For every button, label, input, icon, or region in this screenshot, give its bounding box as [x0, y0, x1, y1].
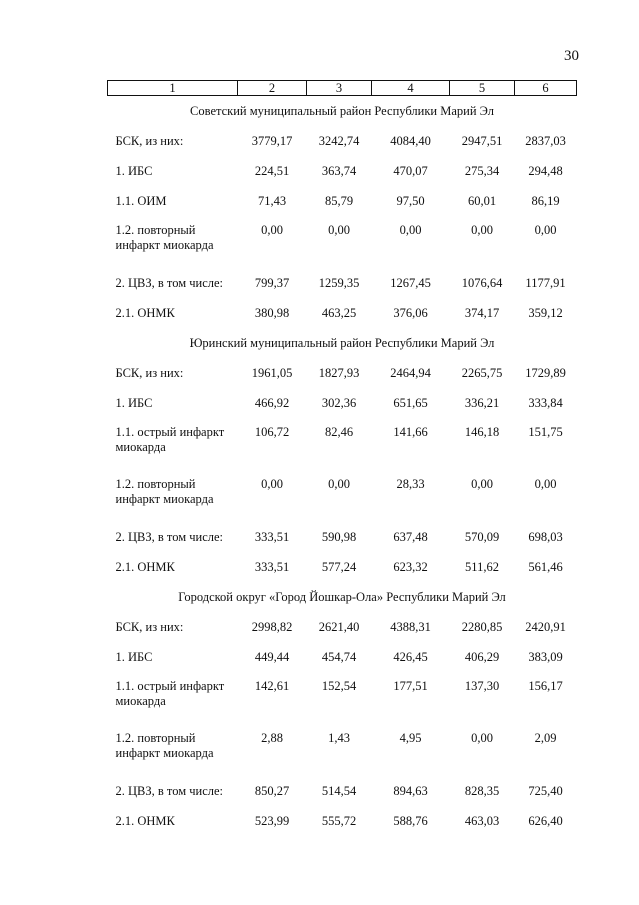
value-cell: 156,17 [528, 679, 563, 693]
value-cell: 376,06 [393, 305, 428, 320]
value-cell: 333,51 [254, 529, 290, 544]
value-cell: 2947,51 [461, 133, 503, 148]
table-row [108, 216, 577, 268]
value-cell: 71,43 [257, 193, 287, 208]
value-cell: 2998,82 [251, 619, 293, 634]
row-label: 1.2. повторный инфаркт миокарда [115, 223, 214, 252]
row-label: 2.1. ОНМК [115, 813, 175, 828]
value-cell: 0,00 [399, 223, 422, 237]
value-cell: 463,03 [464, 813, 500, 828]
value-cell: 570,09 [464, 529, 500, 544]
value-cell: 0,00 [471, 477, 493, 491]
value-cell: 85,79 [324, 193, 354, 208]
value-cell: 426,45 [393, 649, 428, 664]
value-cell: 2464,94 [390, 365, 431, 380]
table-header [108, 81, 577, 96]
column-header: 3 [307, 81, 372, 96]
value-cell: 224,51 [254, 163, 290, 178]
row-label: 1. ИБС [115, 163, 153, 178]
table-row [108, 776, 577, 806]
value-cell: 466,92 [254, 395, 290, 410]
value-cell: 4388,31 [390, 619, 431, 634]
table-row [108, 358, 577, 388]
row-label: 1.1. ОИМ [115, 193, 167, 208]
value-cell: 28,33 [396, 477, 425, 491]
page-number: 30 [564, 48, 579, 64]
table-row [108, 126, 577, 156]
value-cell: 637,48 [393, 529, 428, 544]
value-cell: 1961,05 [251, 365, 293, 380]
row-label: БСК, из них: [115, 619, 184, 634]
value-cell: 60,01 [467, 193, 497, 208]
value-cell: 588,76 [393, 813, 428, 828]
value-cell: 1259,35 [318, 275, 360, 290]
row-label: 1.1. острый инфаркт миокарда [115, 425, 225, 454]
value-cell: 86,19 [531, 193, 560, 208]
table-row [108, 298, 577, 328]
table-row [108, 388, 577, 418]
value-cell: 294,48 [528, 163, 563, 178]
value-cell: 799,37 [254, 275, 290, 290]
value-cell: 449,44 [254, 649, 290, 664]
value-cell: 0,00 [261, 477, 283, 491]
table-row [108, 612, 577, 642]
value-cell: 850,27 [254, 783, 290, 798]
value-cell: 725,40 [528, 783, 563, 798]
value-cell: 2280,85 [461, 619, 503, 634]
table-row [108, 186, 577, 216]
value-cell: 577,24 [321, 559, 357, 574]
value-cell: 463,25 [321, 305, 357, 320]
table-row [108, 522, 577, 552]
row-label: БСК, из них: [115, 365, 184, 380]
value-cell: 626,40 [528, 813, 563, 828]
table-row [108, 642, 577, 672]
statistics-table [107, 80, 577, 836]
row-label: 2. ЦВЗ, в том числе: [115, 529, 224, 544]
value-cell: 97,50 [396, 193, 425, 208]
value-cell: 3242,74 [318, 133, 360, 148]
value-cell: 380,98 [254, 305, 290, 320]
value-cell: 561,46 [528, 559, 563, 574]
section-title-row [108, 328, 577, 358]
row-label: 1.2. повторный инфаркт миокарда [115, 477, 214, 506]
value-cell: 651,65 [393, 395, 428, 410]
table-row [108, 806, 577, 836]
row-label: 1.2. повторный инфаркт миокарда [115, 731, 214, 760]
value-cell: 374,17 [464, 305, 500, 320]
value-cell: 406,29 [464, 649, 500, 664]
row-label: 2.1. ОНМК [115, 559, 175, 574]
value-cell: 275,34 [464, 163, 500, 178]
value-cell: 146,18 [464, 425, 500, 439]
value-cell: 454,74 [321, 649, 357, 664]
value-cell: 82,46 [324, 425, 354, 439]
value-cell: 152,54 [321, 679, 357, 693]
value-cell: 3779,17 [251, 133, 293, 148]
table-row [108, 672, 577, 724]
value-cell: 1827,93 [318, 365, 360, 380]
table-body [108, 96, 577, 837]
value-cell: 2420,91 [525, 619, 566, 634]
value-cell: 828,35 [464, 783, 500, 798]
table-row [108, 268, 577, 298]
row-label: 2.1. ОНМК [115, 305, 175, 320]
column-header: 5 [450, 81, 515, 96]
value-cell: 1076,64 [461, 275, 503, 290]
value-cell: 511,62 [465, 559, 499, 574]
row-label: 2. ЦВЗ, в том числе: [115, 783, 224, 798]
value-cell: 555,72 [321, 813, 357, 828]
row-label: 1. ИБС [115, 649, 153, 664]
value-cell: 106,72 [254, 425, 290, 439]
table-row [108, 418, 577, 470]
section-title-row [108, 582, 577, 612]
value-cell: 383,09 [528, 649, 563, 664]
value-cell: 0,00 [471, 731, 493, 745]
row-label: БСК, из них: [115, 133, 184, 148]
section-title: Советский муниципальный район Республики Марий Эл [190, 104, 494, 118]
value-cell: 1,43 [328, 731, 350, 745]
column-header: 4 [372, 81, 450, 96]
table-row [108, 552, 577, 582]
value-cell: 514,54 [321, 783, 357, 798]
value-cell: 142,61 [254, 679, 290, 693]
value-cell: 0,00 [261, 223, 283, 237]
table-row [108, 724, 577, 776]
value-cell: 2265,75 [461, 365, 503, 380]
value-cell: 2837,03 [525, 133, 566, 148]
value-cell: 177,51 [393, 679, 428, 693]
value-cell: 0,00 [534, 477, 557, 491]
value-cell: 336,21 [464, 395, 500, 410]
table-row [108, 156, 577, 186]
column-header: 6 [515, 81, 577, 96]
value-cell: 1729,89 [525, 365, 566, 380]
value-cell: 4,95 [399, 731, 422, 745]
value-cell: 1177,91 [525, 275, 566, 290]
value-cell: 4084,40 [390, 133, 431, 148]
value-cell: 470,07 [393, 163, 428, 178]
value-cell: 894,63 [393, 783, 428, 798]
value-cell: 2,09 [534, 731, 557, 745]
value-cell: 1267,45 [390, 275, 431, 290]
value-cell: 302,36 [321, 395, 357, 410]
value-cell: 590,98 [321, 529, 357, 544]
row-label: 2. ЦВЗ, в том числе: [115, 275, 224, 290]
value-cell: 151,75 [528, 425, 563, 439]
value-cell: 698,03 [528, 529, 563, 544]
table-row [108, 470, 577, 522]
value-cell: 2621,40 [318, 619, 360, 634]
value-cell: 0,00 [471, 223, 493, 237]
value-cell: 2,88 [261, 731, 283, 745]
value-cell: 623,32 [393, 559, 428, 574]
value-cell: 0,00 [328, 223, 350, 237]
value-cell: 333,84 [528, 395, 563, 410]
section-title: Юринский муниципальный район Республики Марий Эл [189, 336, 495, 350]
column-header: 1 [108, 81, 238, 96]
row-label: 1.1. острый инфаркт миокарда [115, 679, 225, 708]
value-cell: 333,51 [254, 559, 290, 574]
value-cell: 0,00 [328, 477, 350, 491]
row-label: 1. ИБС [115, 395, 153, 410]
value-cell: 523,99 [254, 813, 290, 828]
value-cell: 359,12 [528, 305, 563, 320]
value-cell: 141,66 [393, 425, 428, 439]
section-title: Городской округ «Город Йошкар-Ола» Республики Марий Эл [178, 590, 506, 604]
value-cell: 363,74 [321, 163, 357, 178]
column-header: 2 [238, 81, 307, 96]
section-title-row [108, 96, 577, 127]
value-cell: 137,30 [464, 679, 500, 693]
value-cell: 0,00 [534, 223, 557, 237]
